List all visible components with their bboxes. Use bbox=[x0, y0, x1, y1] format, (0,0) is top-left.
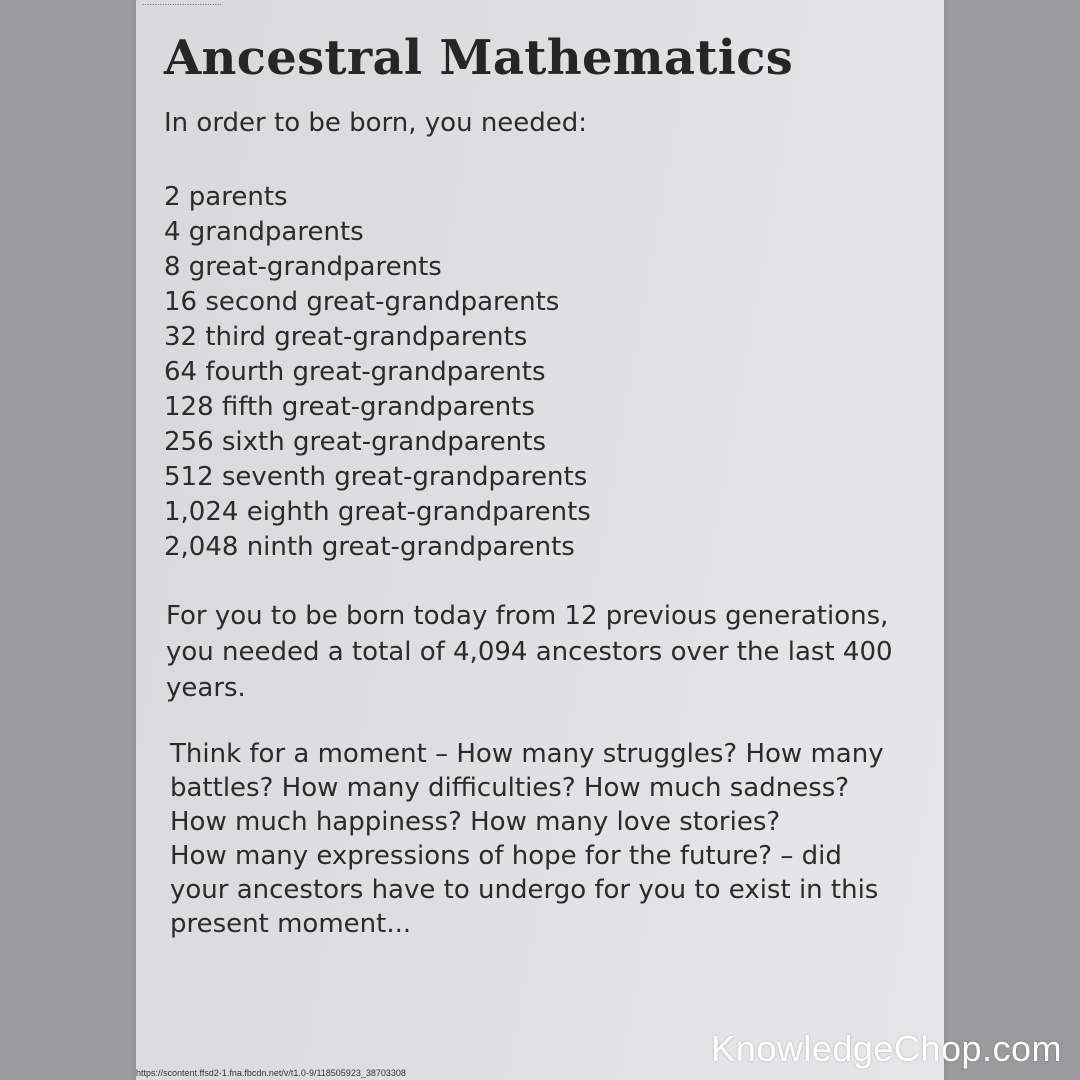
intro-text: In order to be born, you needed: bbox=[164, 108, 588, 138]
list-item: 512 seventh great-grandparents bbox=[164, 462, 588, 492]
ancestor-list bbox=[164, 180, 591, 565]
paragraph-line: years. bbox=[166, 673, 246, 703]
list-item: 2 parents bbox=[164, 182, 288, 212]
reflection-paragraph bbox=[170, 737, 884, 941]
list-item: 4 grandparents bbox=[164, 217, 364, 247]
list-item: 256 sixth great-grandparents bbox=[164, 427, 546, 457]
paragraph-line: your ancestors have to undergo for you to exist in this bbox=[170, 875, 879, 905]
watermark-logo: KnowledgeChop.com bbox=[711, 1028, 1062, 1069]
generations-paragraph bbox=[166, 598, 893, 706]
printed-page bbox=[136, 0, 944, 1080]
paragraph-line: present moment... bbox=[170, 909, 412, 939]
paragraph-line: How much happiness? How many love stories? bbox=[170, 807, 781, 837]
paragraph-line: battles? How many difficulties? How much sadness? bbox=[170, 773, 850, 803]
list-item: 128 fifth great-grandparents bbox=[164, 392, 535, 422]
source-url-footer: https://scontent.ffsd2-1.fna.fbcdn.net/v/t1.0-9/118505923_38703308 bbox=[136, 1068, 406, 1078]
list-item: 2,048 ninth great-grandparents bbox=[164, 532, 575, 562]
paragraph-line: For you to be born today from 12 previous generations, bbox=[166, 601, 889, 631]
top-cropped-text: ................................ bbox=[142, 0, 223, 6]
list-item: 64 fourth great-grandparents bbox=[164, 357, 546, 387]
list-item: 8 great-grandparents bbox=[164, 252, 442, 282]
list-item: 32 third great-grandparents bbox=[164, 322, 528, 352]
page-title: Ancestral Mathematics bbox=[164, 30, 794, 86]
list-item: 1,024 eighth great-grandparents bbox=[164, 497, 591, 527]
paragraph-line: Think for a moment – How many struggles? How many bbox=[170, 739, 884, 769]
paragraph-line: you needed a total of 4,094 ancestors over the last 400 bbox=[166, 637, 893, 667]
paragraph-line: How many expressions of hope for the future? – did bbox=[170, 841, 842, 871]
list-item: 16 second great-grandparents bbox=[164, 287, 560, 317]
